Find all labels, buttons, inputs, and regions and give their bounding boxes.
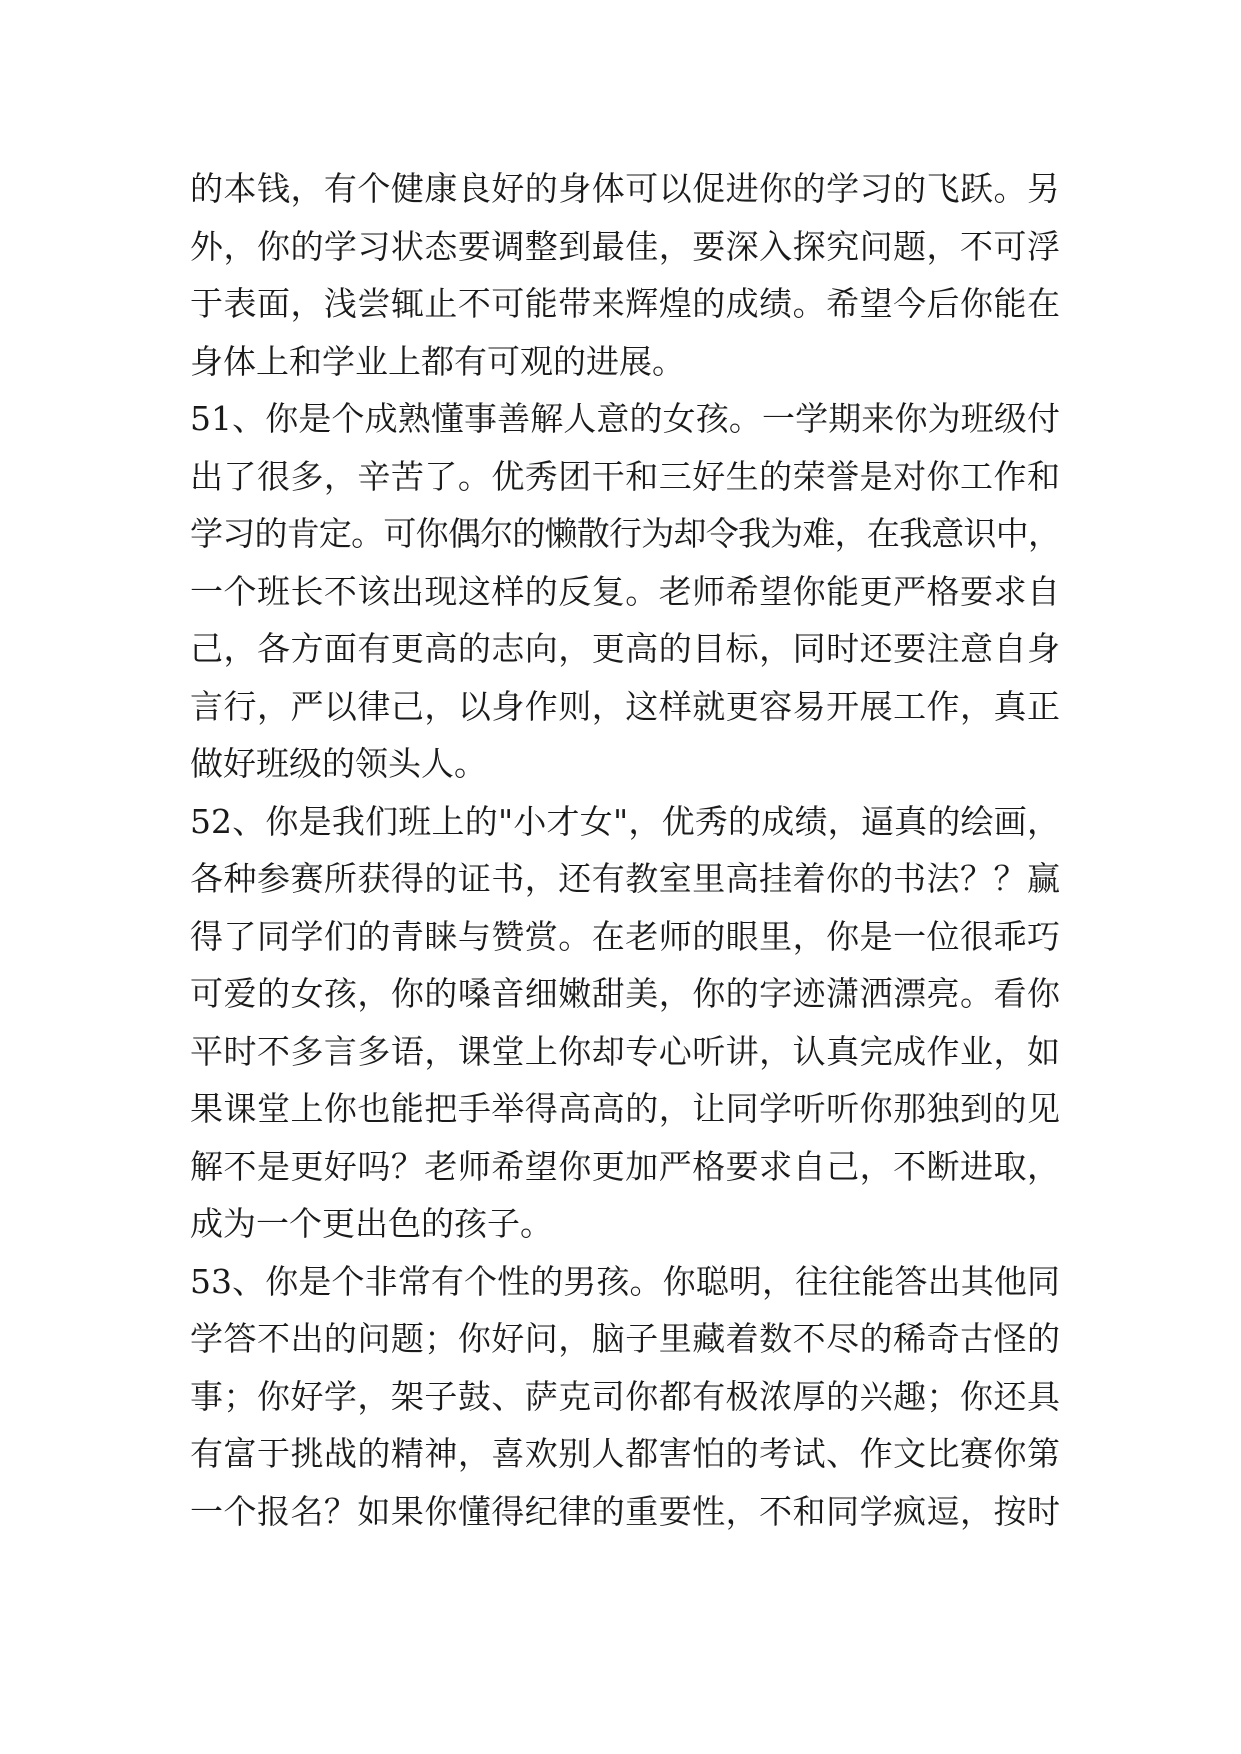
text-line: 的本钱，有个健康良好的身体可以促进你的学习的飞跃。另 xyxy=(190,169,1060,208)
text-line: 事；你好学，架子鼓、萨克司你都有极浓厚的兴趣；你还具 xyxy=(190,1376,1060,1416)
text-line: 一个报名？如果你懂得纪律的重要性，不和同学疯逗，按时 xyxy=(190,1491,1060,1531)
text-line: 51、你是个成熟懂事善解人意的女孩。一学期来你为班级付 xyxy=(190,399,1060,438)
text-line: 53、你是个非常有个性的男孩。你聪明，往往能答出其他同 xyxy=(190,1261,1060,1301)
text-line: 果课堂上你也能把手举得高高的，让同学听听你那独到的见 xyxy=(190,1089,1060,1128)
text-line: 得了同学们的青睐与赞赏。在老师的眼里，你是一位很乖巧 xyxy=(190,916,1060,956)
text-line: 做好班级的领头人。 xyxy=(190,744,487,783)
text-line: 己，各方面有更高的志向，更高的目标，同时还要注意自身 xyxy=(190,629,1060,668)
text-line: 各种参赛所获得的证书，还有教室里高挂着你的书法？？赢 xyxy=(190,859,1060,898)
text-line: 于表面，浅尝辄止不可能带来辉煌的成绩。希望今后你能在 xyxy=(190,284,1060,323)
text-line: 出了很多，辛苦了。优秀团干和三好生的荣誉是对你工作和 xyxy=(190,456,1060,496)
text-line: 学答不出的问题；你好问，脑子里藏着数不尽的稀奇古怪的 xyxy=(190,1319,1060,1358)
text-line: 一个班长不该出现这样的反复。老师希望你能更严格要求自 xyxy=(190,571,1060,611)
text-line: 言行，严以律己，以身作则，这样就更容易开展工作，真正 xyxy=(190,686,1060,726)
text-line: 学习的肯定。可你偶尔的懒散行为却令我为难，在我意识中， xyxy=(190,514,1060,553)
text-line: 身体上和学业上都有可观的进展。 xyxy=(190,341,685,381)
text-line: 52、你是我们班上的"小才女"，优秀的成绩，逼真的绘画， xyxy=(190,801,1060,841)
body-text xyxy=(190,160,1060,1540)
text-line: 有富于挑战的精神，喜欢别人都害怕的考试、作文比赛你第 xyxy=(190,1434,1060,1473)
text-line: 外，你的学习状态要调整到最佳，要深入探究问题，不可浮 xyxy=(190,226,1060,266)
text-line: 平时不多言多语，课堂上你却专心听讲，认真完成作业，如 xyxy=(190,1031,1060,1071)
text-line: 成为一个更出色的孩子。 xyxy=(190,1204,553,1243)
text-line: 可爱的女孩，你的嗓音细嫩甜美，你的字迹潇洒漂亮。看你 xyxy=(190,974,1060,1013)
text-line: 解不是更好吗？老师希望你更加严格要求自己，不断进取， xyxy=(190,1146,1060,1186)
